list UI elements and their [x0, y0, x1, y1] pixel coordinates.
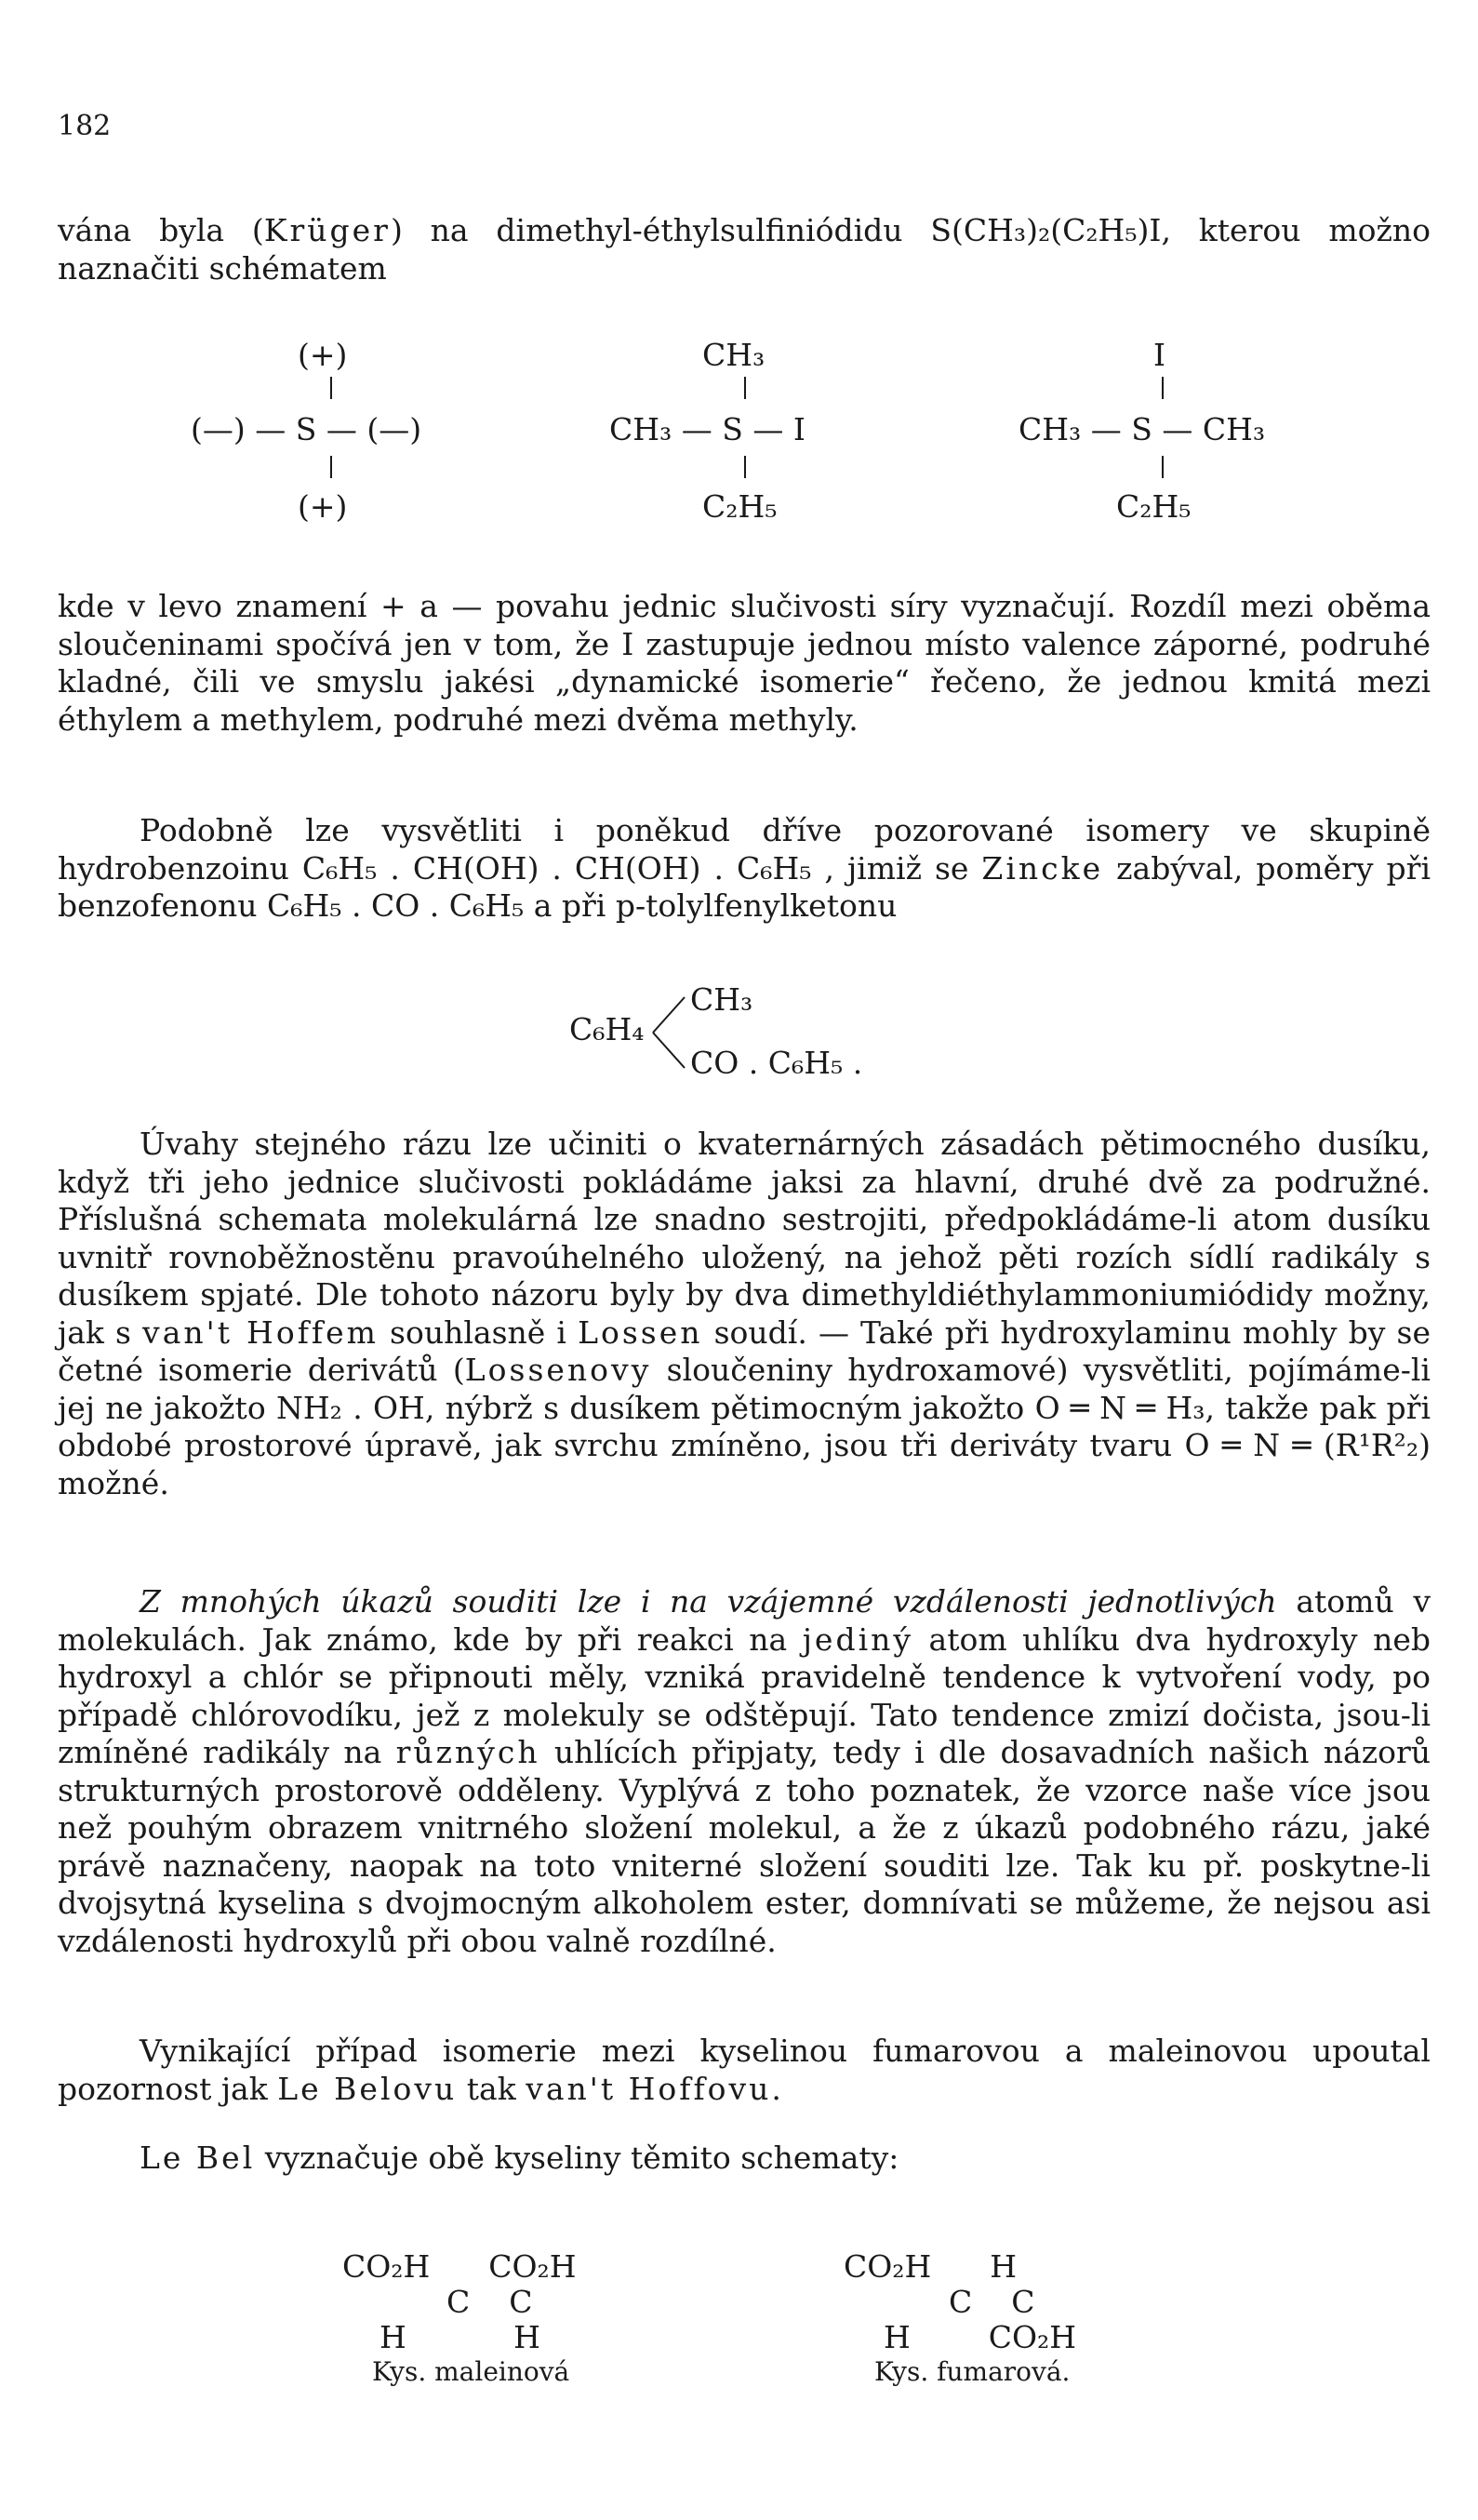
- scheme1-bond-bottom: [330, 456, 332, 478]
- tolyl-left: C₆H₄: [569, 1011, 645, 1047]
- paragraph-5: [58, 1583, 1431, 1960]
- tolyl-lower: CO . C₆H₅ .: [690, 1045, 863, 1081]
- p7-text-after: vyznačuje obě kyseliny těmito schematy:: [255, 2140, 899, 2176]
- scheme2-bond-bottom: [744, 456, 746, 478]
- scheme2-bond-top: [744, 377, 746, 399]
- p6-text-mid: tak: [457, 2070, 526, 2107]
- p5-text-after: uhlících připjaty, tedy i dle dosavadních našich názorů strukturných prostorově odděleny. Vyplývá z toho poznatek, že vzorce naše více jsou než pouhým obrazem vnitrného složení molekul, a že z úkazů podobného rázu, jaké právě naznačeny, naopak na toto vniterné složení souditi lze. Tak ku př. poskytne-li dvojsytná kyselina s dvojmocným alkoholem ester, domnívati se můžeme, že nejsou asi vzdálenosti hydroxylů při obou valně rozdílné.: [58, 1734, 1431, 1959]
- p1-text-after: ) na dimethyl-éthylsulfiniódidu S(CH₃)₂(C₂H₅)I, kterou možno naznačiti schématem: [58, 212, 1431, 287]
- p4-text-mid1: souhlasně i: [378, 1313, 579, 1351]
- p4-text-after: sloučeniny hydroxamové) vysvětliti, pojímáme-li jej ne jakožto NH₂ . OH, nýbrž s dusíkem pětimocným jakožto O ═ N ═ H₃, takže pak při obdobé prostorové úpravě, jak svrchu zmíněno, jsou tři deriváty tvaru O ═ N ═ (R¹R²₂) možné.: [58, 1352, 1431, 1501]
- scheme3-top: I: [1153, 337, 1166, 373]
- p6-text-after: .: [771, 2070, 781, 2107]
- scheme3-bond-bottom: [1162, 456, 1164, 478]
- fumaric-row2: C C: [949, 2284, 1035, 2320]
- p5-spaced1: jediný: [802, 1620, 914, 1658]
- maleic-row3: H H: [379, 2319, 540, 2355]
- scheme2-mid: CH₃ — S — I: [609, 411, 806, 447]
- scheme2-bottom: C₂H₅: [702, 488, 778, 525]
- fumaric-caption: Kys. fumarová.: [874, 2356, 1071, 2387]
- scheme3-bottom: C₂H₅: [1116, 488, 1192, 525]
- p3-text-before: Podobně lze vysvětliti i poněkud dříve pozorované isomery ve skupině hydrobenzoinu C₆H₅ . CH(OH) . CH(OH) . C₆H₅ , jimiž se: [58, 812, 1431, 887]
- p5-spaced2: různých: [395, 1734, 540, 1770]
- paragraph-2: kde v levo znamení + a — povahu jednic slučivosti síry vyznačují. Rozdíl mezi oběma sloučeninami spočívá jen v tom, že I zastupuje jednou místo valence záporné, podruhé kladné, čili ve smyslu jakési „dynamické isomerie“ řečeno, že jednou kmitá mezi éthylem a methylem, podruhé mezi dvěma methyly.: [58, 588, 1431, 738]
- tolyl-branch-lines: [651, 992, 688, 1075]
- p1-text-before: vána byla (: [58, 212, 264, 248]
- p4-text-mid2: soudí. — Také při hydroxylaminu mohly by se četné isomerie derivátů (: [58, 1313, 1431, 1388]
- scheme3-mid: CH₃ — S — CH₃: [1019, 411, 1266, 447]
- scheme3-bond-top: [1162, 377, 1164, 399]
- scheme1-bottom: (+): [298, 488, 348, 525]
- paragraph-7: [58, 2140, 1431, 2178]
- p1-author: Krüger: [263, 212, 391, 248]
- p4-author2: Lossen: [578, 1313, 703, 1351]
- p7-author: Le Bel: [140, 2140, 256, 2176]
- paragraph-3: [58, 812, 1431, 926]
- tolyl-upper: CH₃: [690, 981, 753, 1018]
- p4-author1: van't Hoffem: [142, 1313, 379, 1351]
- p4-text-before: Úvahy stejného rázu lze učiniti o kvaternárných zásadách pětimocného dusíku, když tři jeho jednice slučivosti pokládáme jaksi za hlavní, druhé dvě za podružné. Příslušná schemata molekulárná lze snadno sestrojiti, předpokládáme-li atom dusíku uvnitř rovnoběžnostěnu pravoúhelného uložený, na jehož pěti rozích sídlí radikály s dusíkem spjaté. Dle tohoto názoru byly by dva dimethyldiéthylammoniumiódidy možny, jak s: [58, 1126, 1431, 1351]
- p5-italic: Z mnohých úkazů souditi lze i na vzájemné vzdálenosti jednotlivých: [140, 1583, 1277, 1620]
- p5-text-mid1: atom uhlíku dva hydroxyly neb hydroxyl a chlór se připnouti měly, vzniká pravidelně tendence k vytvoření vody, po případě chlórovodíku, jež z molekuly se odštěpují. Tato tendence zmizí dočista, jsou-li zmíněné radikály na: [58, 1620, 1431, 1770]
- paragraph-4: [58, 1126, 1431, 1502]
- paragraph-1: [58, 212, 1431, 287]
- p3-author: Zincke: [981, 849, 1104, 887]
- maleic-caption: Kys. maleinová: [372, 2356, 570, 2387]
- p6-text-before: Vynikající případ isomerie mezi kyselinou fumarovou a maleinovou upoutal pozornost jak: [58, 2033, 1431, 2107]
- p6-author1: Le Belovu: [277, 2070, 458, 2107]
- maleic-row2: C C: [446, 2284, 533, 2320]
- paragraph-6: [58, 2033, 1431, 2108]
- p6-author2: van't Hoffovu: [526, 2070, 772, 2107]
- page-number: 182: [58, 110, 112, 142]
- scheme2-top: CH₃: [702, 337, 766, 373]
- p4-author3: Lossenovy: [464, 1352, 652, 1388]
- fumaric-row3: H CO₂H: [884, 2319, 1077, 2355]
- maleic-row1: CO₂H CO₂H: [342, 2248, 577, 2285]
- scheme1-mid: (—) — S — (—): [191, 411, 422, 447]
- scheme1-bond-top: [330, 377, 332, 399]
- fumaric-row1: CO₂H H: [844, 2248, 1018, 2285]
- p3-text-after: zabýval, poměry při benzofenonu C₆H₅ . CO . C₆H₅ a při p-tolylfenylketonu: [58, 849, 1431, 924]
- p5-text-before: atomů v molekulách. Jak známo, kde by při reakci na: [58, 1583, 1431, 1658]
- scheme1-top: (+): [298, 337, 348, 373]
